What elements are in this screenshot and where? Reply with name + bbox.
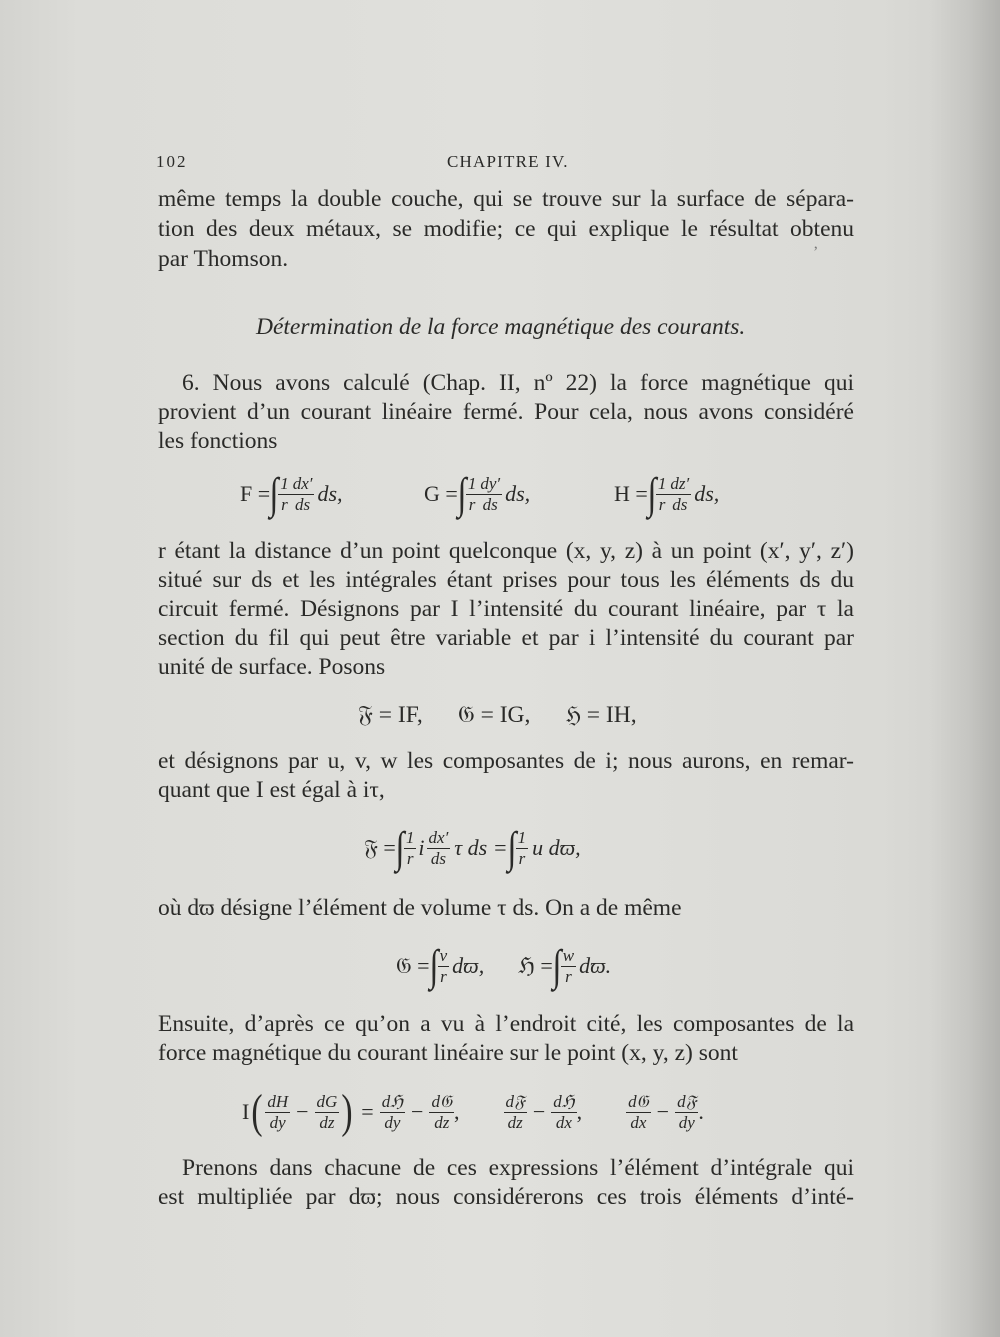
text-line: circuit fermé. Désignons par I l’intensité du courant linéaire, par τ la <box>158 596 854 622</box>
page-number: 102 <box>156 152 188 171</box>
text-line: quant que I est égal à iτ, <box>158 777 385 803</box>
equation-F: F = ∫ $\frac{1}{r}$ $\frac{dx'}{ds}$ ds, <box>240 469 343 518</box>
text-line: r étant la distance d’un point quelconque (x, y, z) à un point (x′, y′, z′) <box>158 538 854 564</box>
text-line: section du fil qui peut être variable et par i l’intensité du courant par <box>158 625 854 651</box>
equation-gothic-defs: 𝔉 = IF, 𝔊 = IG, ℌ = IH, <box>358 702 637 728</box>
equation-G-H-volume: 𝔊 = ∫ $\frac{v}{r}$ dϖ, ℌ = ∫ $\frac{w}{r}$ dϖ. <box>396 941 612 990</box>
equation-G: G = ∫ $\frac{1}{r}$ $\frac{dy'}{ds}$ ds, <box>424 469 531 518</box>
text-line: Prenons dans chacune de ces expressions l’élément d’intégrale qui <box>182 1155 854 1181</box>
pencil-tick-mark: ʼ <box>813 244 819 261</box>
text-line: provient d’un courant linéaire fermé. Pour cela, nous avons considéré <box>158 399 854 425</box>
page-gutter-shadow <box>930 0 1000 1337</box>
text-line: force magnétique du courant linéaire sur le point (x, y, z) sont <box>158 1040 738 1066</box>
text-line: par Thomson. <box>158 246 289 272</box>
text-line: les fonctions <box>158 428 278 454</box>
text-line: même temps la double couche, qui se trouve sur la surface de sépara- <box>158 186 854 212</box>
text-line: tion des deux métaux, se modifie; ce qui explique le résultat obtenu <box>158 216 854 242</box>
text-line: 6. Nous avons calculé (Chap. II, nº 22) la force magnétique qui <box>182 370 854 396</box>
section-title: Détermination de la force magnétique des courants. <box>256 314 746 340</box>
equation-magnetic-components: I ( $\frac{dH}{dy}$ − $\frac{dG}{dz}$ ) = $\frac{\text{dℌ}}{dy}$ − $\frac{\text{d𝔊}}{dz}$ , $\frac{\text{d𝔉}}{dz}$ − $\frac{\text{dℌ}}{dx}$ , $\frac{\text{d𝔊}}{dx}$ − $\frac{\text{d𝔉}}{dy}$ . <box>242 1085 704 1138</box>
text-line: et désignons par u, v, w les composantes de i; nous aurons, en remar- <box>158 748 854 774</box>
text-line: situé sur ds et les intégrales étant prises pour tous les éléments ds du <box>158 567 854 593</box>
running-head: CHAPITRE IV. <box>447 152 569 171</box>
text-line: où dϖ désigne l’élément de volume τ ds. On a de même <box>158 895 682 921</box>
equation-F-volume: 𝔉 = ∫ $\frac{1}{r}$ i $\frac{dx'}{ds}$ τ ds = ∫ $\frac{1}{r}$ u dϖ, <box>364 823 581 872</box>
equation-H: H = ∫ $\frac{1}{r}$ $\frac{dz'}{ds}$ ds, <box>614 469 720 518</box>
text-line: est multipliée par dϖ; nous considérerons ces trois éléments d’inté- <box>158 1184 854 1210</box>
text-line: Ensuite, d’après ce qu’on a vu à l’endroit cité, les composantes de la <box>158 1011 854 1037</box>
text-line: unité de surface. Posons <box>158 654 386 680</box>
